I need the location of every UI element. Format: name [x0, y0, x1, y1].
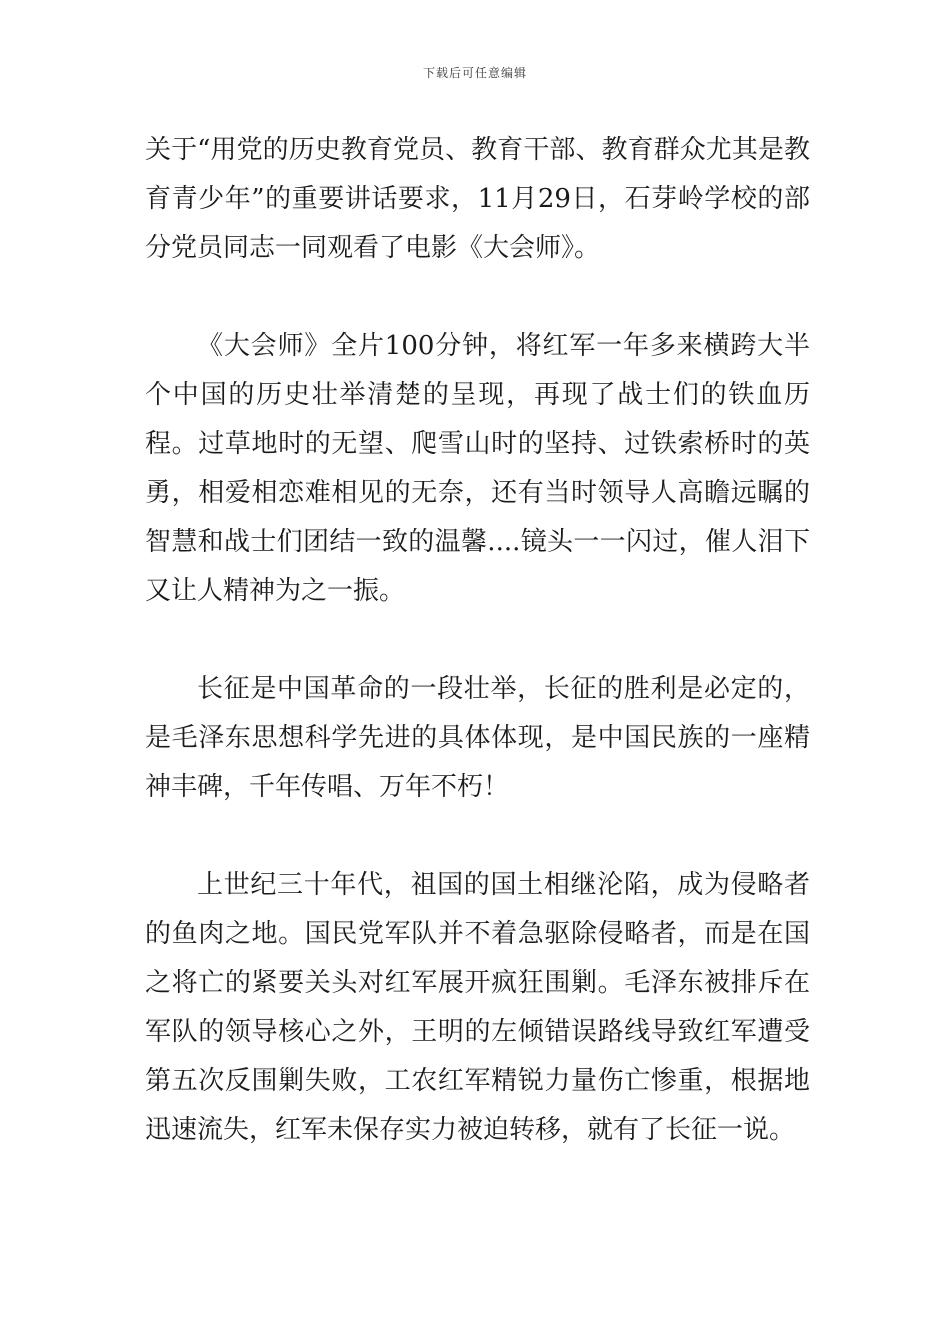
paragraph-spacer: [145, 616, 810, 665]
document-body: [145, 126, 810, 1155]
page-header-note: 下载后可任意编辑: [422, 66, 527, 80]
paragraph-history: 上世纪三十年代，祖国的国土相继沦陷，成为侵略者的鱼肉之地。国民党军队并不着急驱除侵略者，而是在国之将亡的紧要关头对红军展开疯狂围剿。毛泽东被排斥在军队的领导核心之外，王明的左倾错误路线导致红军遭受第五次反围剿失败，工农红军精锐力量伤亡惨重，根据地迅速流失，红军未保存实力被迫转移，就有了长征一说。: [145, 870, 810, 1145]
paragraph-long-march: 长征是中国革命的一段壮举，长征的胜利是必定的，是毛泽东思想科学先进的具体体现，是中国民族的一座精神丰碑，千年传唱、万年不朽！: [145, 674, 810, 802]
paragraph-spacer: [145, 812, 810, 861]
paragraph-spacer: [145, 273, 810, 322]
paragraph-film-summary: 《大会师》全片100分钟，将红军一年多来横跨大半个中国的历史壮举清楚的呈现，再现了战士们的铁血历程。过草地时的无望、爬雪山时的坚持、过铁索桥时的英勇，相爱相恋难相见的无奈，还有当时领导人高瞻远瞩的智慧和战士们团结一致的温馨....镜头一一闪过，催人泪下又让人精神为之一振。: [145, 331, 810, 606]
paragraph-intro: 关于“用党的历史教育党员、教育干部、教育群众尤其是教育青少年”的重要讲话要求，11月29日，石芽岭学校的部分党员同志一同观看了电影《大会师》。: [145, 135, 810, 263]
